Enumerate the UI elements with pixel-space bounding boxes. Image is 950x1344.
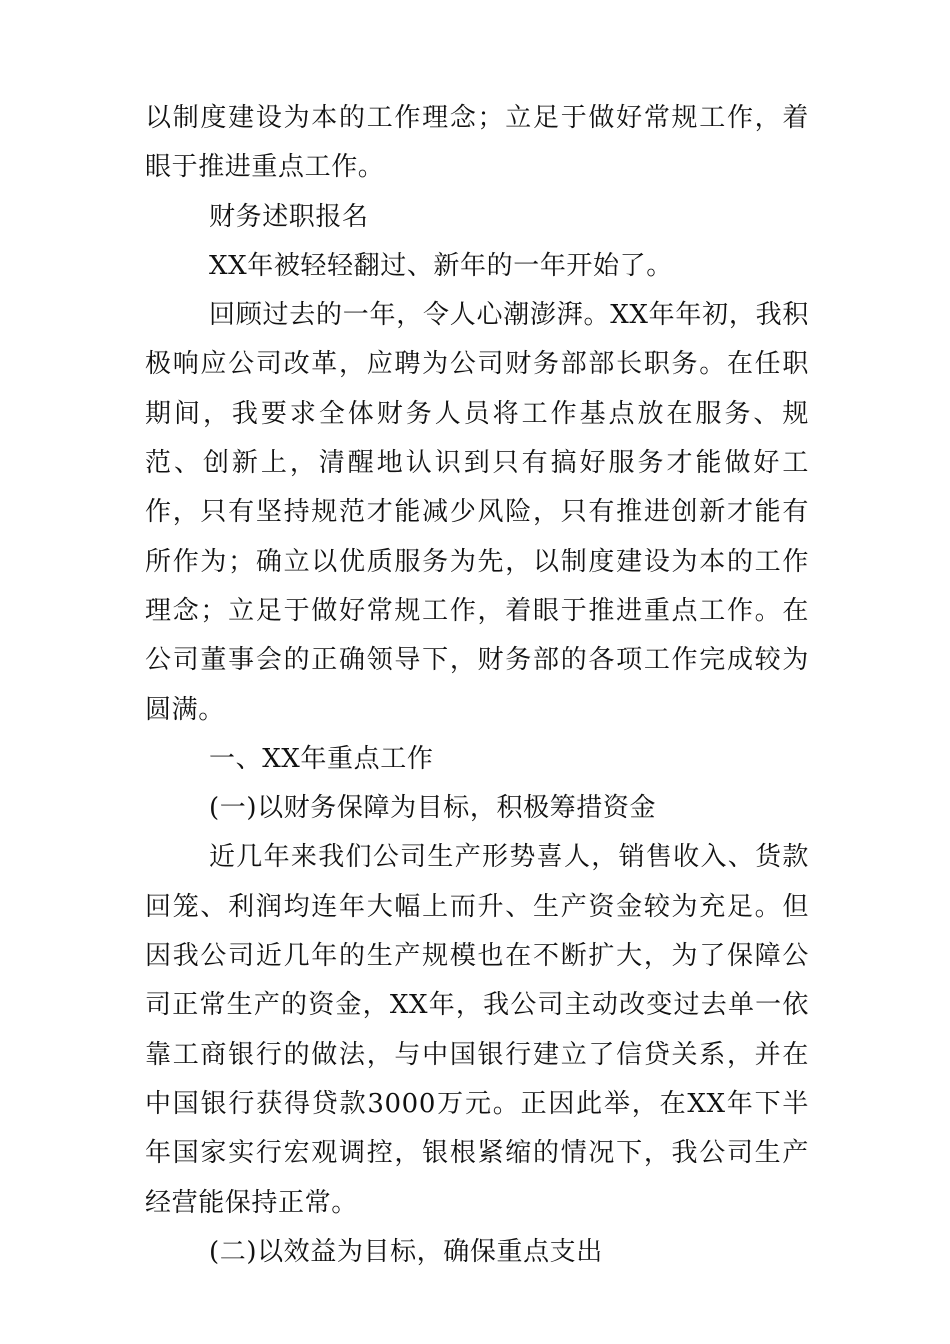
paragraph-4: 近几年来我们公司生产形势喜人，销售收入、货款回笼、利润均连年大幅上而升、生产资金较为充足。但因我公司近几年的生产规模也在不断扩大，为了保障公司正常生产的资金，XX年，我公司主动改变过去单一依靠工商银行的做法，与中国银行建立了信贷关系，并在中国银行获得贷款3000万元。正因此举，在XX年下半年国家实行宏观调控，银根紧缩的情况下，我公司生产经营能保持正常。 xyxy=(145,842,809,1218)
document-body xyxy=(145,94,809,1277)
subsection-heading-2: (二)以效益为目标，确保重点支出 xyxy=(209,1236,603,1267)
section-heading-1: 一、XX年重点工作 xyxy=(209,743,434,774)
document-title: 财务述职报名 xyxy=(209,201,369,232)
paragraph-2: XX年被轻轻翻过、新年的一年开始了。 xyxy=(209,250,673,281)
subsection-heading-1: (一)以财务保障为目标，积极筹措资金 xyxy=(209,793,657,824)
paragraph-3: 回顾过去的一年，令人心潮澎湃。XX年年初，我积极响应公司改革，应聘为公司财务部部长职务。在任职期间，我要求全体财务人员将工作基点放在服务、规范、创新上，清醒地认识到只有搞好服务才能做好工作，只有坚持规范才能减少风险，只有推进创新才能有所作为；确立以优质服务为先，以制度建设为本的工作理念；立足于做好常规工作，着眼于推进重点工作。在公司董事会的正确领导下，财务部的各项工作完成较为圆满。 xyxy=(145,300,809,725)
paragraph-1: 以制度建设为本的工作理念；立足于做好常规工作，着眼于推进重点工作。 xyxy=(145,103,809,183)
